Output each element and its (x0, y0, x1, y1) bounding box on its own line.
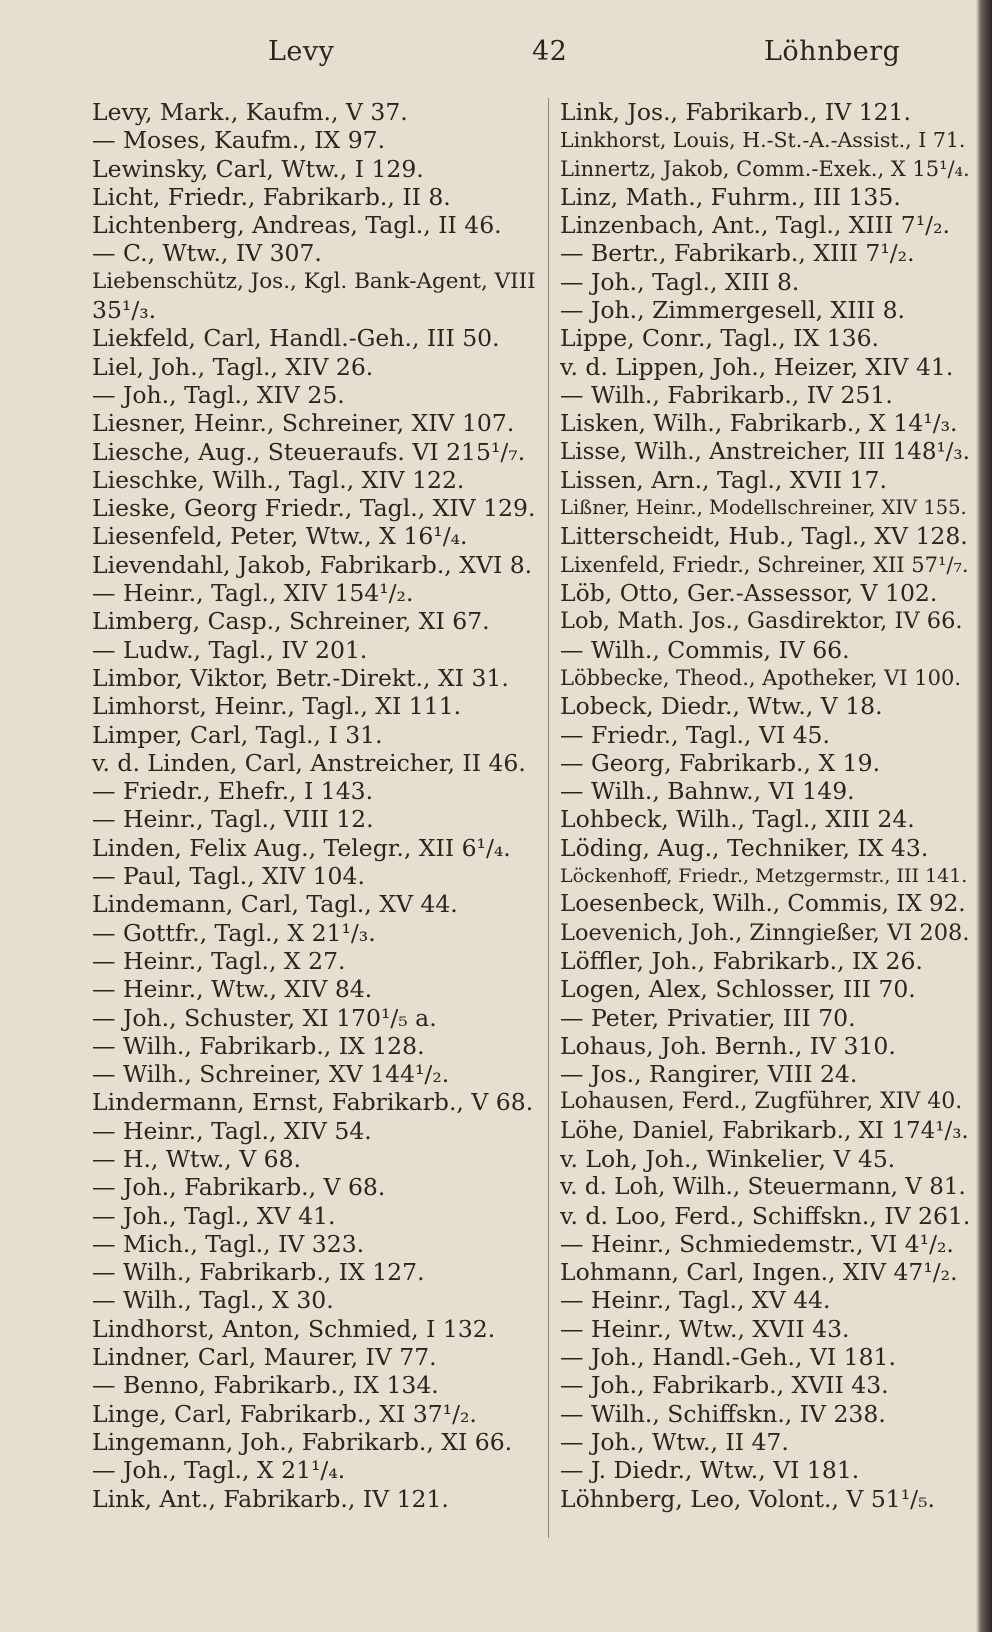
directory-entry: — Heinr., Schmiedemstr., VI 4¹/₂. (560, 1229, 954, 1258)
directory-entry: Löbbecke, Theod., Apotheker, VI 100. (560, 665, 962, 690)
directory-entry: — Heinr., Tagl., XV 44. (560, 1286, 831, 1315)
directory-entry: Liesner, Heinr., Schreiner, XIV 107. (92, 409, 515, 438)
directory-entry: — Wilh., Tagl., X 30. (92, 1286, 334, 1315)
directory-entry: — Moses, Kaufm., IX 97. (92, 126, 386, 155)
directory-entry: Lingemann, Joh., Fabrikarb., XI 66. (92, 1427, 513, 1456)
directory-entry: — Wilh., Commis, IV 66. (560, 635, 850, 664)
directory-entry: Lisse, Wilh., Anstreicher, III 148¹/₃. (560, 438, 970, 465)
directory-entry: Logen, Alex, Schlosser, III 70. (560, 975, 916, 1004)
header-last-name: Löhnberg (764, 36, 901, 67)
directory-entry: Lohbeck, Wilh., Tagl., XIII 24. (560, 805, 915, 834)
directory-entry: — H., Wtw., V 68. (92, 1144, 302, 1173)
directory-entry: — Joh., Tagl., XIV 25. (92, 380, 345, 409)
directory-entry: Licht, Friedr., Fabrikarb., II 8. (92, 182, 451, 211)
directory-entry: Löding, Aug., Techniker, IX 43. (560, 833, 929, 862)
directory-entry: Lobeck, Diedr., Wtw., V 18. (560, 692, 883, 721)
directory-entry: — Joh., Tagl., XIII 8. (560, 267, 800, 296)
directory-entry: Limberg, Casp., Schreiner, XI 67. (92, 607, 490, 636)
directory-entry: — Wilh., Schiffskn., IV 238. (560, 1399, 886, 1428)
directory-entry: Lindemann, Carl, Tagl., XV 44. (92, 890, 458, 919)
directory-entry: Loevenich, Joh., Zinngießer, VI 208. (560, 919, 970, 946)
directory-entry: Link, Jos., Fabrikarb., IV 121. (560, 98, 911, 126)
directory-entry: Löffler, Joh., Fabrikarb., IX 26. (560, 946, 923, 975)
directory-entry: — Wilh., Fabrikarb., IX 128. (92, 1031, 425, 1060)
directory-entry: — J. Diedr., Wtw., VI 181. (560, 1456, 860, 1485)
directory-entry: v. d. Linden, Carl, Anstreicher, II 46. (92, 748, 526, 777)
directory-entry: Lißner, Heinr., Modellschreiner, XIV 155. (560, 496, 967, 520)
directory-entry: Lohmann, Carl, Ingen., XIV 47¹/₂. (560, 1258, 958, 1287)
directory-entry: Loesenbeck, Wilh., Commis, IX 92. (560, 891, 966, 918)
directory-entry: Levy, Mark., Kaufm., V 37. (92, 98, 408, 126)
directory-entry: — Georg, Fabrikarb., X 19. (560, 748, 881, 777)
directory-entry: Linnertz, Jakob, Comm.-Exek., X 15¹/₄. (560, 156, 970, 181)
book-gutter (976, 0, 992, 1632)
directory-entry: — Joh., Wtw., II 47. (560, 1427, 789, 1456)
directory-entry: v. d. Loo, Ferd., Schiffskn., IV 261. (560, 1201, 971, 1230)
directory-entry: — Joh., Schuster, XI 170¹/₅ a. (92, 1003, 437, 1032)
directory-entry: Liesche, Aug., Steueraufs. VI 215¹/₇. (92, 437, 526, 466)
directory-entry: — Wilh., Bahnw., VI 149. (560, 777, 855, 806)
directory-entry: — Jos., Rangirer, VIII 24. (560, 1060, 858, 1089)
directory-entry: — Joh., Tagl., X 21¹/₄. (92, 1456, 346, 1485)
directory-entry: Litterscheidt, Hub., Tagl., XV 128. (560, 522, 968, 551)
directory-entry: Löhe, Daniel, Fabrikarb., XI 174¹/₃. (560, 1117, 969, 1144)
directory-entry: Link, Ant., Fabrikarb., IV 121. (92, 1484, 449, 1513)
directory-entry: — Joh., Tagl., XV 41. (92, 1201, 336, 1230)
directory-entry: — Friedr., Ehefr., I 143. (92, 777, 374, 806)
directory-entry: — C., Wtw., IV 307. (92, 239, 322, 268)
directory-entry: Liekfeld, Carl, Handl.-Geh., III 50. (92, 324, 500, 353)
directory-entry: 35¹/₃. (92, 296, 157, 325)
directory-entry: — Joh., Fabrikarb., XVII 43. (560, 1371, 889, 1400)
directory-entry: — Peter, Privatier, III 70. (560, 1003, 856, 1032)
directory-entry: Limhorst, Heinr., Tagl., XI 111. (92, 692, 462, 721)
directory-entry: — Wilh., Fabrikarb., IX 127. (92, 1258, 425, 1287)
directory-entry: Lixenfeld, Friedr., Schreiner, XII 57¹/₇. (560, 552, 969, 577)
directory-entry: Lindner, Carl, Maurer, IV 77. (92, 1343, 437, 1372)
directory-entry: Löhnberg, Leo, Volont., V 51¹/₅. (560, 1484, 935, 1513)
directory-entry: Lohaus, Joh. Bernh., IV 310. (560, 1031, 896, 1060)
directory-entry: — Heinr., Wtw., XIV 84. (92, 975, 373, 1004)
directory-entry: — Heinr., Tagl., VIII 12. (92, 805, 374, 834)
directory-entry: Linge, Carl, Fabrikarb., XI 37¹/₂. (92, 1399, 477, 1428)
directory-entry: — Benno, Fabrikarb., IX 134. (92, 1371, 439, 1400)
directory-entry: Liebenschütz, Jos., Kgl. Bank-Agent, VIII (92, 268, 536, 294)
directory-entry: Lievendahl, Jakob, Fabrikarb., XVI 8. (92, 550, 533, 579)
directory-entry: Limbor, Viktor, Betr.-Direkt., XI 31. (92, 663, 509, 692)
directory-entry: Lissen, Arn., Tagl., XVII 17. (560, 465, 887, 494)
directory-entry: Lewinsky, Carl, Wtw., I 129. (92, 154, 424, 183)
directory-entry: Löb, Otto, Ger.-Assessor, V 102. (560, 579, 938, 608)
directory-entry: — Ludw., Tagl., IV 201. (92, 635, 368, 664)
directory-entry: — Friedr., Tagl., VI 45. (560, 720, 830, 749)
header-first-name: Levy (268, 36, 335, 67)
directory-entry: — Heinr., Tagl., X 27. (92, 946, 346, 975)
directory-entry: Lindermann, Ernst, Fabrikarb., V 68. (92, 1088, 534, 1117)
directory-entry: Lohausen, Ferd., Zugführer, XIV 40. (560, 1089, 963, 1115)
page-number: 42 (532, 36, 568, 67)
directory-entry: — Paul, Tagl., XIV 104. (92, 862, 365, 891)
directory-entry: Limper, Carl, Tagl., I 31. (92, 720, 383, 749)
directory-entry: Liel, Joh., Tagl., XIV 26. (92, 352, 374, 381)
directory-entry: Lob, Math. Jos., Gasdirektor, IV 66. (560, 608, 963, 635)
directory-entry: Linden, Felix Aug., Telegr., XII 6¹/₄. (92, 833, 511, 862)
directory-entry: v. d. Loh, Wilh., Steuermann, V 81. (560, 1174, 966, 1201)
directory-entry: — Mich., Tagl., IV 323. (92, 1229, 365, 1258)
directory-entry: Linkhorst, Louis, H.-St.-A.-Assist., I 71. (560, 128, 966, 153)
directory-entry: Lieske, Georg Friedr., Tagl., XIV 129. (92, 494, 536, 523)
directory-entry: — Heinr., Wtw., XVII 43. (560, 1314, 850, 1343)
directory-entry: Linzenbach, Ant., Tagl., XIII 7¹/₂. (560, 211, 950, 240)
directory-entry: Lippe, Conr., Tagl., IX 136. (560, 324, 880, 353)
column-divider (548, 98, 549, 1538)
directory-entry: — Joh., Zimmergesell, XIII 8. (560, 296, 905, 325)
directory-entry: Lindhorst, Anton, Schmied, I 132. (92, 1314, 496, 1343)
directory-entry: Liesenfeld, Peter, Wtw., X 16¹/₄. (92, 522, 468, 551)
directory-entry: Löckenhoff, Friedr., Metzgermstr., III 141. (560, 865, 968, 888)
directory-entry: v. Loh, Joh., Winkelier, V 45. (560, 1144, 896, 1173)
directory-entry: — Heinr., Tagl., XIV 154¹/₂. (92, 579, 414, 608)
directory-entry: — Heinr., Tagl., XIV 54. (92, 1116, 372, 1145)
directory-entry: — Joh., Fabrikarb., V 68. (92, 1173, 386, 1202)
directory-entry: — Bertr., Fabrikarb., XIII 7¹/₂. (560, 239, 915, 268)
directory-entry: — Joh., Handl.-Geh., VI 181. (560, 1343, 896, 1372)
directory-entry: — Wilh., Fabrikarb., IV 251. (560, 380, 893, 409)
left-column (92, 98, 538, 1513)
directory-entry: v. d. Lippen, Joh., Heizer, XIV 41. (560, 352, 954, 381)
right-column (560, 98, 970, 1513)
directory-entry: Lichtenberg, Andreas, Tagl., II 46. (92, 211, 502, 240)
directory-entry: — Gottfr., Tagl., X 21¹/₃. (92, 918, 376, 947)
directory-entry: Linz, Math., Fuhrm., III 135. (560, 182, 901, 211)
directory-entry: Lieschke, Wilh., Tagl., XIV 122. (92, 465, 465, 494)
directory-entry: Lisken, Wilh., Fabrikarb., X 14¹/₃. (560, 409, 958, 438)
page-header (0, 36, 976, 76)
directory-entry: — Wilh., Schreiner, XV 144¹/₂. (92, 1060, 450, 1089)
